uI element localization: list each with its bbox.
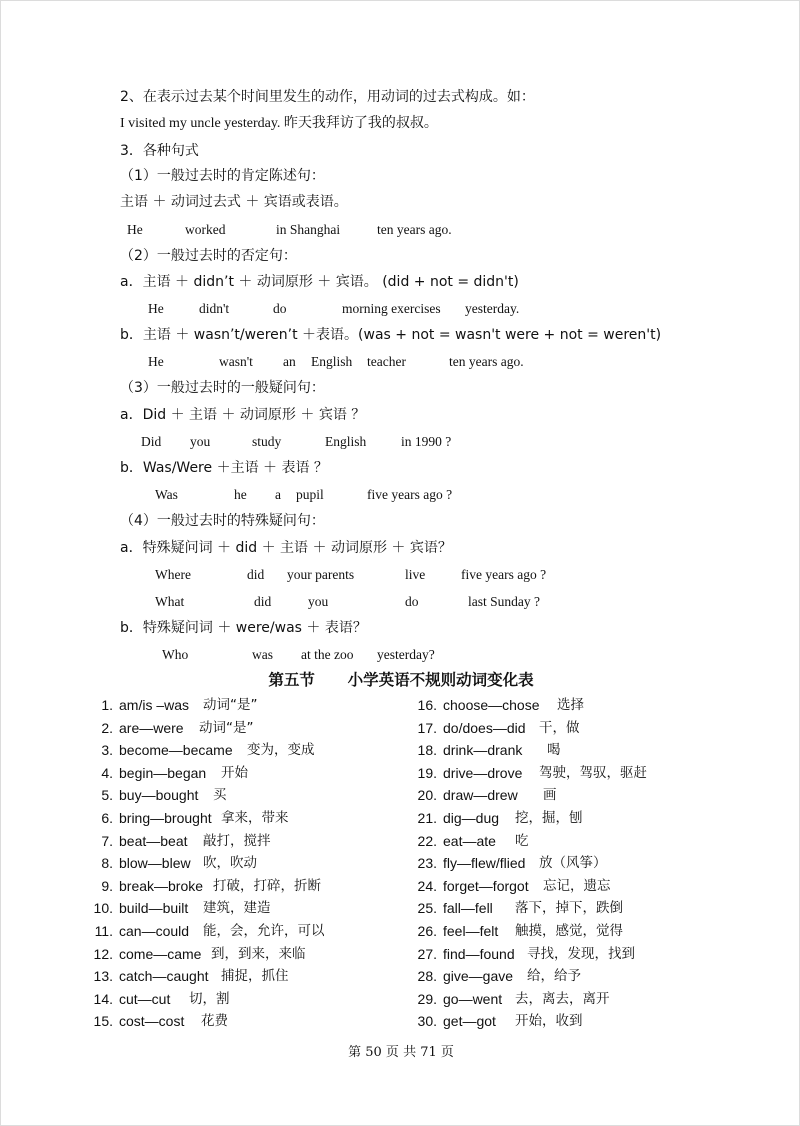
section-5-label: 第五节 [268, 671, 315, 689]
verb-meaning: 忘记，遗忘 [543, 877, 611, 894]
example-word: wasn't [219, 354, 253, 369]
verb-number: 17. [417, 719, 437, 736]
verb-meaning: 去，离去，离开 [515, 990, 610, 1007]
verb-row [415, 966, 775, 986]
example-word: five years ago ? [367, 487, 453, 502]
verb-meaning: 选择 [557, 697, 584, 713]
verb-meaning: 动词“是” [199, 719, 254, 736]
verb-row [415, 1011, 775, 1031]
verb-forms: do/does—did [443, 719, 526, 736]
verb-meaning: 给，给予 [527, 968, 581, 985]
verb-row [415, 718, 775, 738]
example-word: your parents [287, 567, 355, 582]
verb-row [415, 921, 775, 941]
verb-meaning: 挖，掘，刨 [515, 810, 583, 826]
verb-meaning: 放（风筝） [539, 855, 607, 872]
verb-forms: begin—began [119, 764, 207, 781]
example-word: teacher [367, 354, 406, 369]
example-word: at the zoo [301, 647, 354, 662]
verb-meaning: 驾驶，驾驭，驱赶 [539, 764, 647, 781]
verb-forms: go—went [443, 990, 503, 1007]
verb-row [91, 921, 411, 941]
verb-number: 20. [417, 787, 437, 804]
verb-forms: drive—drove [443, 764, 523, 781]
verb-forms: eat—ate [443, 832, 496, 849]
verb-forms: dig—dug [443, 810, 500, 826]
verb-row [415, 695, 775, 715]
verb-row [91, 966, 411, 986]
verb-row [415, 808, 775, 828]
verb-row [415, 740, 775, 760]
verb-forms: cost—cost [119, 1013, 185, 1030]
verb-row [91, 853, 411, 873]
verb-forms: forget—forgot [443, 877, 529, 894]
verb-number: 10. [93, 900, 113, 917]
example-word: last Sunday ? [468, 594, 540, 609]
verb-number: 24. [417, 877, 437, 894]
yes-no-formula-b: b．Was/Were ＋主语 ＋ 表语 ？ [120, 460, 328, 476]
verb-row [91, 876, 411, 896]
affirmative-heading: （1）一般过去时的肯定陈述句： [120, 168, 325, 184]
verb-number: 11. [94, 923, 113, 939]
verb-meaning: 开始，收到 [515, 1013, 583, 1030]
example-word: he [234, 487, 247, 502]
verb-forms: are—were [119, 719, 184, 736]
verb-meaning: 画 [543, 787, 557, 804]
example-word: do [405, 594, 419, 609]
verb-forms: draw—drew [443, 787, 518, 804]
verb-forms: feel—felt [443, 923, 499, 939]
verb-meaning: 能，会，允许，可以 [203, 923, 325, 939]
verb-row [91, 718, 411, 738]
verb-number: 27. [417, 945, 437, 962]
verb-forms: bring—brought [119, 810, 212, 826]
verb-number: 22. [417, 832, 437, 849]
verb-forms: find—found [443, 945, 515, 962]
verb-row [415, 853, 775, 873]
example-word: What [155, 594, 185, 609]
verb-row [415, 898, 775, 918]
verb-meaning: 花费 [201, 1013, 228, 1030]
verb-row [91, 740, 411, 760]
example-word: He [148, 301, 164, 316]
example-word: morning exercises [342, 301, 441, 316]
example-word: He [148, 354, 164, 369]
verb-number: 6. [101, 810, 113, 826]
verb-row [91, 898, 411, 918]
section-3-heading: 3．各种句式 [120, 143, 199, 159]
verb-forms: catch—caught [119, 968, 209, 985]
verb-row [415, 876, 775, 896]
yes-no-question-heading: （3）一般过去时的一般疑问句： [120, 380, 325, 396]
example-word: was [252, 647, 273, 662]
verb-meaning: 切，割 [189, 990, 230, 1007]
example-word: worked [185, 222, 226, 237]
example-word: live [405, 567, 426, 582]
section-5-heading: 小学英语不规则动词变化表 [347, 671, 534, 689]
verb-forms: choose—chose [443, 697, 540, 713]
verb-number: 7. [101, 832, 113, 849]
example-word: English [311, 354, 353, 369]
verb-number: 21. [417, 810, 437, 826]
verb-number: 5. [101, 787, 113, 804]
verb-forms: fly—flew/flied [443, 855, 526, 872]
verb-number: 15. [93, 1013, 113, 1030]
verb-forms: buy—bought [119, 787, 199, 804]
verb-meaning: 变为，变成 [247, 742, 315, 759]
verb-forms: come—came [119, 945, 202, 962]
affirmative-formula: 主语 ＋ 动词过去式 ＋ 宾语或表语。 [120, 194, 348, 210]
example-word: ten years ago. [449, 354, 524, 369]
verb-number: 12. [93, 945, 113, 962]
verb-number: 19. [417, 764, 437, 781]
example-word: Who [162, 647, 189, 662]
verb-forms: fall—fell [443, 900, 493, 917]
verb-number: 29. [417, 990, 437, 1007]
verb-row [91, 989, 411, 1009]
verb-forms: get—got [443, 1013, 496, 1030]
verb-number: 1. [101, 697, 113, 713]
example-word: you [308, 594, 329, 609]
example-sentence: I visited my uncle yesterday. 昨天我拜访了我的叔叔。 [120, 116, 438, 131]
verb-row [415, 989, 775, 1009]
verb-row [91, 1011, 411, 1031]
verb-meaning: 触摸，感觉，觉得 [515, 923, 623, 939]
verb-meaning: 干，做 [539, 719, 580, 736]
verb-list-left [91, 695, 411, 1035]
example-word: did [254, 594, 272, 609]
verb-number: 3. [101, 742, 113, 759]
verb-meaning: 动词“是” [203, 697, 258, 713]
verb-row [91, 944, 411, 964]
section-5-title [1, 669, 800, 691]
example-word: Was [155, 487, 178, 502]
verb-number: 26. [417, 923, 437, 939]
example-word: pupil [296, 487, 324, 502]
verb-number: 14. [93, 990, 113, 1007]
wh-formula-a: a．特殊疑问词 ＋ did ＋ 主语 ＋ 动词原形 ＋ 宾语？ [120, 540, 452, 556]
example-word: an [283, 354, 296, 369]
verb-number: 18. [417, 742, 437, 759]
negative-formula-b: b．主语 ＋ wasn’t/weren’t ＋表语。(was + not = wasn't were + not = weren't) [120, 327, 662, 343]
verb-number: 13. [93, 968, 113, 985]
verb-number: 9. [101, 877, 113, 894]
example-word: Did [141, 434, 162, 449]
verb-meaning: 寻找，发现，找到 [527, 945, 635, 962]
verb-number: 30. [417, 1013, 437, 1030]
verb-meaning: 建筑，建造 [203, 900, 271, 917]
verb-forms: am/is –was [119, 697, 190, 713]
verb-meaning: 开始 [221, 764, 248, 781]
yes-no-formula-a: a．Did ＋ 主语 ＋ 动词原形 ＋ 宾语 ？ [120, 407, 366, 423]
verb-forms: can—could [119, 923, 190, 939]
verb-row [91, 763, 411, 783]
example-word: in 1990 ? [401, 434, 452, 449]
negative-heading: （2）一般过去时的否定句： [120, 248, 297, 264]
verb-number: 23. [417, 855, 437, 872]
example-word: ten years ago. [377, 222, 452, 237]
example-word: Where [155, 567, 191, 582]
verb-forms: build—built [119, 900, 189, 917]
verb-meaning: 喝 [547, 742, 561, 759]
verb-list-right [415, 695, 775, 1035]
verb-meaning: 敲打，搅拌 [203, 832, 271, 849]
example-word: a [275, 487, 281, 502]
verb-row [415, 785, 775, 805]
example-word: five years ago ? [461, 567, 547, 582]
verb-forms: give—gave [443, 968, 514, 985]
verb-meaning: 到，到来，来临 [211, 945, 306, 962]
verb-forms: blow—blew [119, 855, 191, 872]
page-footer: 第 50 页 共 71 页 [348, 1045, 454, 1060]
verb-number: 25. [417, 900, 437, 917]
verb-meaning: 吃 [515, 832, 529, 849]
verb-number: 8. [101, 855, 113, 872]
verb-meaning: 拿来，带来 [221, 810, 289, 826]
verb-row [91, 785, 411, 805]
example-word: English [325, 434, 367, 449]
example-word: study [252, 434, 282, 449]
verb-number: 4. [101, 764, 113, 781]
wh-formula-b: b．特殊疑问词 ＋ were/was ＋ 表语？ [120, 620, 367, 636]
example-word: in Shanghai [276, 222, 341, 237]
verb-row [91, 831, 411, 851]
verb-number: 28. [417, 968, 437, 985]
verb-forms: drink—drank [443, 742, 523, 759]
verb-row [91, 808, 411, 828]
verb-meaning: 吹，吹动 [203, 855, 257, 872]
rule-2-text: 2、在表示过去某个时间里发生的动作，用动词的过去式构成。如： [120, 89, 535, 105]
verb-meaning: 落下，掉下，跌倒 [515, 900, 623, 917]
verb-row [415, 763, 775, 783]
example-word: didn't [199, 301, 230, 316]
verb-meaning: 捕捉，抓住 [221, 968, 289, 985]
example-word: did [247, 567, 265, 582]
verb-forms: break—broke [119, 877, 204, 894]
example-word: yesterday. [465, 301, 520, 316]
example-word: you [190, 434, 211, 449]
example-word: He [127, 222, 143, 237]
verb-row [415, 944, 775, 964]
negative-formula-a: a．主语 ＋ didn’t ＋ 动词原形 ＋ 宾语。 (did + not = didn't) [120, 274, 519, 290]
verb-forms: beat—beat [119, 832, 188, 849]
verb-row [415, 831, 775, 851]
verb-forms: become—became [119, 742, 233, 759]
verb-number: 2. [101, 719, 113, 736]
verb-meaning: 打破，打碎，折断 [213, 877, 321, 894]
example-word: do [273, 301, 287, 316]
wh-question-heading: （4）一般过去时的特殊疑问句： [120, 513, 325, 529]
verb-forms: cut—cut [119, 990, 171, 1007]
example-word: yesterday? [377, 647, 435, 662]
verb-row [91, 695, 411, 715]
verb-meaning: 买 [213, 787, 227, 804]
verb-number: 16. [417, 697, 437, 713]
